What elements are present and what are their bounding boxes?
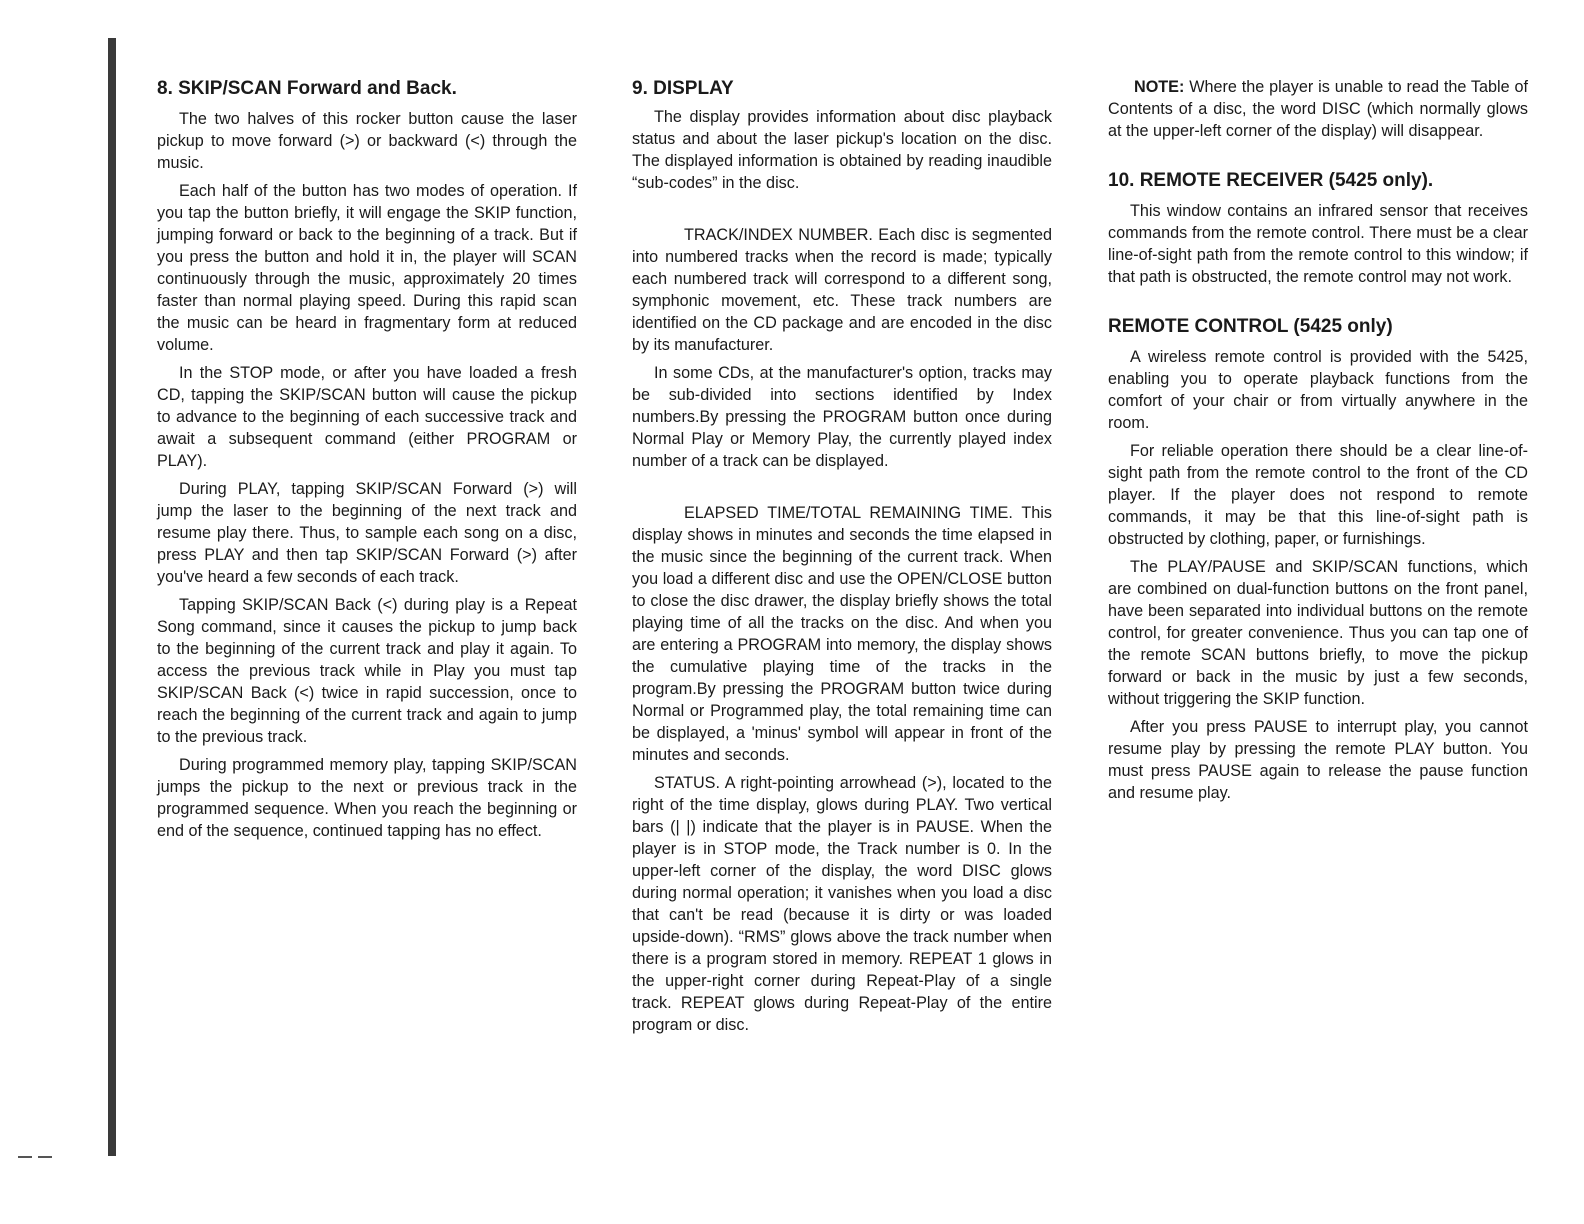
note-paragraph bbox=[1108, 76, 1528, 142]
paragraph: For reliable operation there should be a clear line-of-sight path from the remote control to the front of the CD player. If the player does not respond to remote commands, it may be that this line-of-sight path is obstructed by clothing, paper, or furnishings. bbox=[1108, 442, 1528, 548]
section-heading-remote-control: REMOTE CONTROL (5425 only) bbox=[1108, 316, 1393, 337]
paragraph: Tapping SKIP/SCAN Back (<) during play is a Repeat Song command, since it causes the pickup to jump back to the beginning of the current track and play it again. To access the previous track while in Play you must tap SKIP/SCAN Back (<) twice in rapid succession, once to reach the beginning of the current track and again to jump to the previous track. bbox=[157, 596, 577, 746]
note-label: NOTE: bbox=[1134, 78, 1185, 96]
paragraph: A wireless remote control is provided with the 5425, enabling you to operate playback functions from the comfort of your chair or from virtually anywhere in the room. bbox=[1108, 348, 1528, 432]
paragraph: The display provides information about disc playback status and about the laser pickup's location on the disc. The displayed information is obtained by reading inaudible “sub-codes” in the disc. bbox=[632, 108, 1052, 192]
paragraph-status: STATUS. A right-pointing arrowhead (>), located to the right of the time display, glows during PLAY. Two vertical bars (| |) indicate that the player is in PAUSE. When the player is in STOP mode, the Track number is 0. In the upper-left corner of the display, the word DISC glows during normal operation; it vanishes when you load a disc that can't be read (because it is dirty or was loaded upside-down). “RMS” glows above the track number when there is a program stored in memory. REPEAT 1 glows in the upper-right corner during Repeat-Play of a single track. REPEAT glows during Repeat-Play of the entire program or disc. bbox=[632, 774, 1052, 1034]
paragraph: In some CDs, at the manufacturer's option, tracks may be sub-divided into sections identified by Index numbers.By pressing the PROGRAM button once during Normal Play or Memory Play, the currently played index number of a track can be displayed. bbox=[632, 364, 1052, 470]
note-text: Where the player is unable to read the Table of Contents of a disc, the word DISC (which normally glows at the upper-left corner of the display) will disappear. bbox=[1108, 78, 1528, 140]
column-middle bbox=[632, 76, 1052, 1042]
column-left bbox=[157, 76, 577, 848]
column-right bbox=[1108, 76, 1528, 810]
paragraph-track-index: TRACK/INDEX NUMBER. Each disc is segmented into numbered tracks when the record is made; typically each numbered track will correspond to a different song, symphonic movement, etc. These track numbers are identified on the CD package and are encoded in the disc by its manufacturer. bbox=[632, 226, 1052, 354]
scan-mark bbox=[18, 1156, 56, 1158]
paragraph-elapsed-time: ELAPSED TIME/TOTAL REMAINING TIME. This display shows in minutes and seconds the time elapsed in the music since the beginning of the current track. When you load a different disc and use the OPEN/CLOSE button to close the disc drawer, the display briefly shows the total playing time of all the tracks on the disc. And when you are entering a PROGRAM into memory, the display shows the cumulative playing time of the tracks in the program.By pressing the PROGRAM button twice during Normal or Programmed play, the total remaining time can be displayed, a 'minus' symbol will appear in front of the minutes and seconds. bbox=[632, 504, 1052, 764]
paragraph: The two halves of this rocker button cause the laser pickup to move forward (>) or backward (<) through the music. bbox=[157, 110, 577, 172]
binding-bar bbox=[108, 38, 116, 1156]
paragraph: In the STOP mode, or after you have loaded a fresh CD, tapping the SKIP/SCAN button will cause the pickup to advance to the beginning of each successive track and await a subsequent command (either PROGRAM or PLAY). bbox=[157, 364, 577, 470]
section-heading-skip-scan: 8. SKIP/SCAN Forward and Back. bbox=[157, 78, 457, 99]
paragraph: During PLAY, tapping SKIP/SCAN Forward (>) will jump the laser to the beginning of the next track and resume play there. Thus, to sample each song on a disc, press PLAY and then tap SKIP/SCAN Forward (>) after you've heard a few seconds of each track. bbox=[157, 480, 577, 586]
paragraph: The PLAY/PAUSE and SKIP/SCAN functions, which are combined on dual-function buttons on the front panel, have been separated into individual buttons on the remote control, for greater convenience. Thus you can tap one of the remote SCAN buttons briefly, to move the pickup forward or back in the music by just a few seconds, without triggering the SKIP function. bbox=[1108, 558, 1528, 708]
section-heading-display: 9. DISPLAY bbox=[632, 78, 734, 99]
paragraph: After you press PAUSE to interrupt play, you cannot resume play by pressing the remote PLAY button. You must press PAUSE again to release the pause function and resume play. bbox=[1108, 718, 1528, 802]
paragraph: This window contains an infrared sensor that receives commands from the remote control. There must be a clear line-of-sight path from the remote control to this window; if that path is obstructed, the remote control may not work. bbox=[1108, 202, 1528, 286]
section-heading-remote-receiver: 10. REMOTE RECEIVER (5425 only). bbox=[1108, 170, 1434, 191]
paragraph: Each half of the button has two modes of operation. If you tap the button briefly, it will engage the SKIP function, jumping forward or back to the beginning of a track. But if you press the button and hold it in, the player will SCAN continuously through the music, approximately 20 times faster than normal playing speed. During this rapid scan the music can be heard in fragmentary form at reduced volume. bbox=[157, 182, 577, 354]
paragraph: During programmed memory play, tapping SKIP/SCAN jumps the pickup to the next or previous track in the programmed sequence. When you reach the beginning or end of the sequence, continued tapping has no effect. bbox=[157, 756, 577, 840]
